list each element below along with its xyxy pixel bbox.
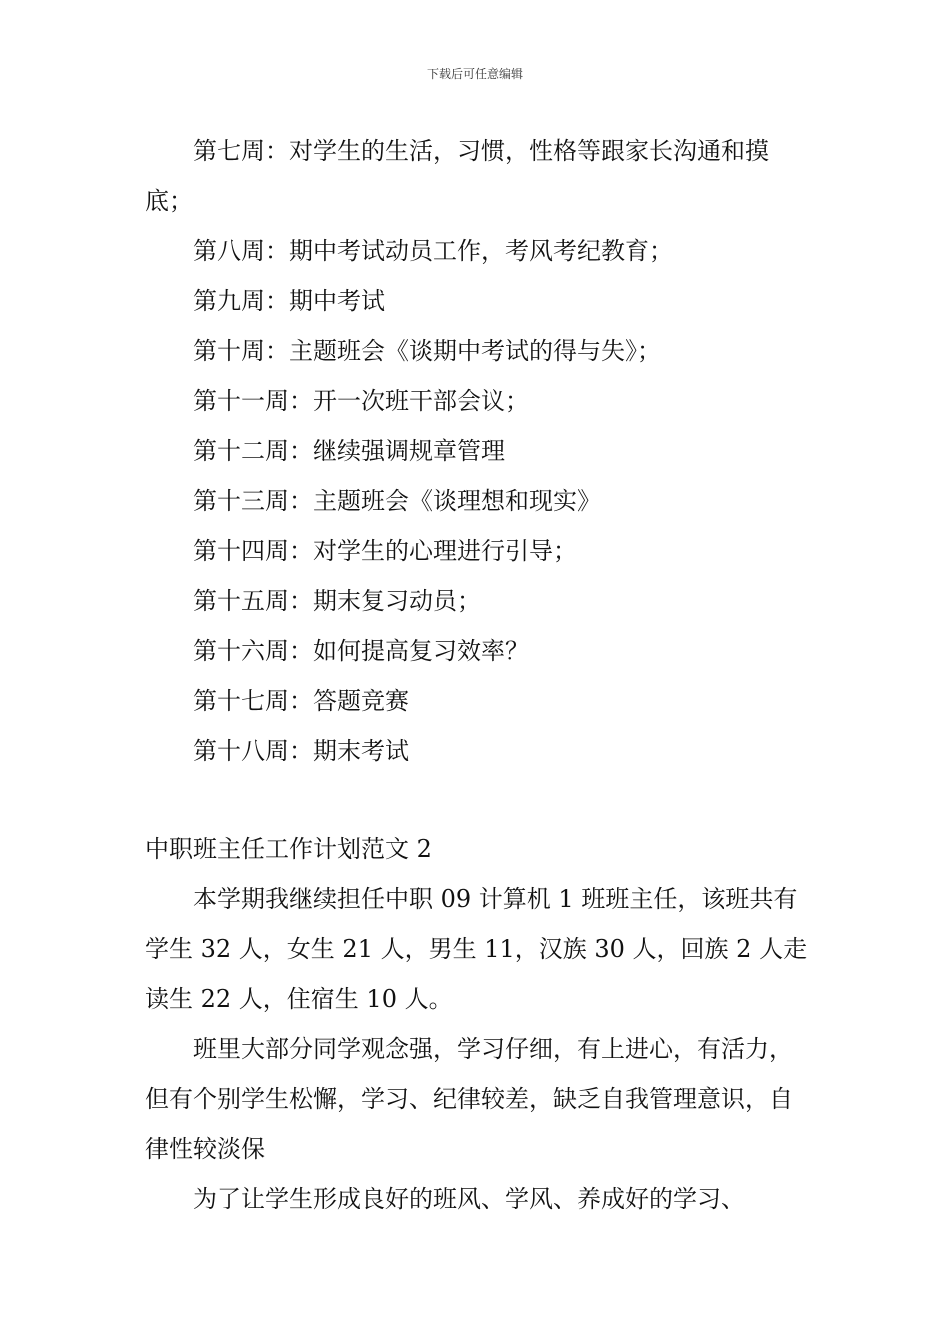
week-13-item: 第十三周：主题班会《谈理想和现实》 [193, 487, 601, 515]
week-8-item: 第八周：期中考试动员工作，考风考纪教育； [193, 237, 673, 265]
document-body [145, 126, 810, 1224]
week-9-item: 第九周：期中考试 [193, 287, 385, 315]
week-12-item: 第十二周：继续强调规章管理 [193, 437, 505, 465]
section-2-paragraph-3: 为了让学生形成良好的班风、学风、养成好的学习、 [193, 1185, 745, 1213]
week-16-item: 第十六周：如何提高复习效率？ [193, 637, 529, 665]
section-spacer [145, 776, 810, 824]
week-11-item: 第十一周：开一次班干部会议； [193, 387, 529, 415]
week-15-item: 第十五周：期末复习动员； [193, 587, 481, 615]
section-2-paragraph-1: 本学期我继续担任中职 09 计算机 1 班班主任，该班共有学生 32 人，女生 21 人，男生 11，汉族 30 人，回族 2 人走读生 22 人，住宿生 10 人。 [145, 885, 808, 1013]
section-2-paragraph-2: 班里大部分同学观念强，学习仔细，有上进心，有活力，但有个别学生松懈，学习、纪律较差，缺乏自我管理意识，自律性较淡保 [145, 1035, 793, 1163]
week-14-item: 第十四周：对学生的心理进行引导； [193, 537, 577, 565]
section-2-title: 中职班主任工作计划范文 2 [145, 835, 432, 863]
week-7-item: 第七周：对学生的生活，习惯，性格等跟家长沟通和摸底； [145, 137, 769, 215]
week-17-item: 第十七周：答题竞赛 [193, 687, 409, 715]
week-10-item: 第十周：主题班会《谈期中考试的得与失》； [193, 337, 661, 365]
week-18-item: 第十八周：期末考试 [193, 737, 409, 765]
page-header-note: 下载后可任意编辑 [426, 67, 523, 81]
